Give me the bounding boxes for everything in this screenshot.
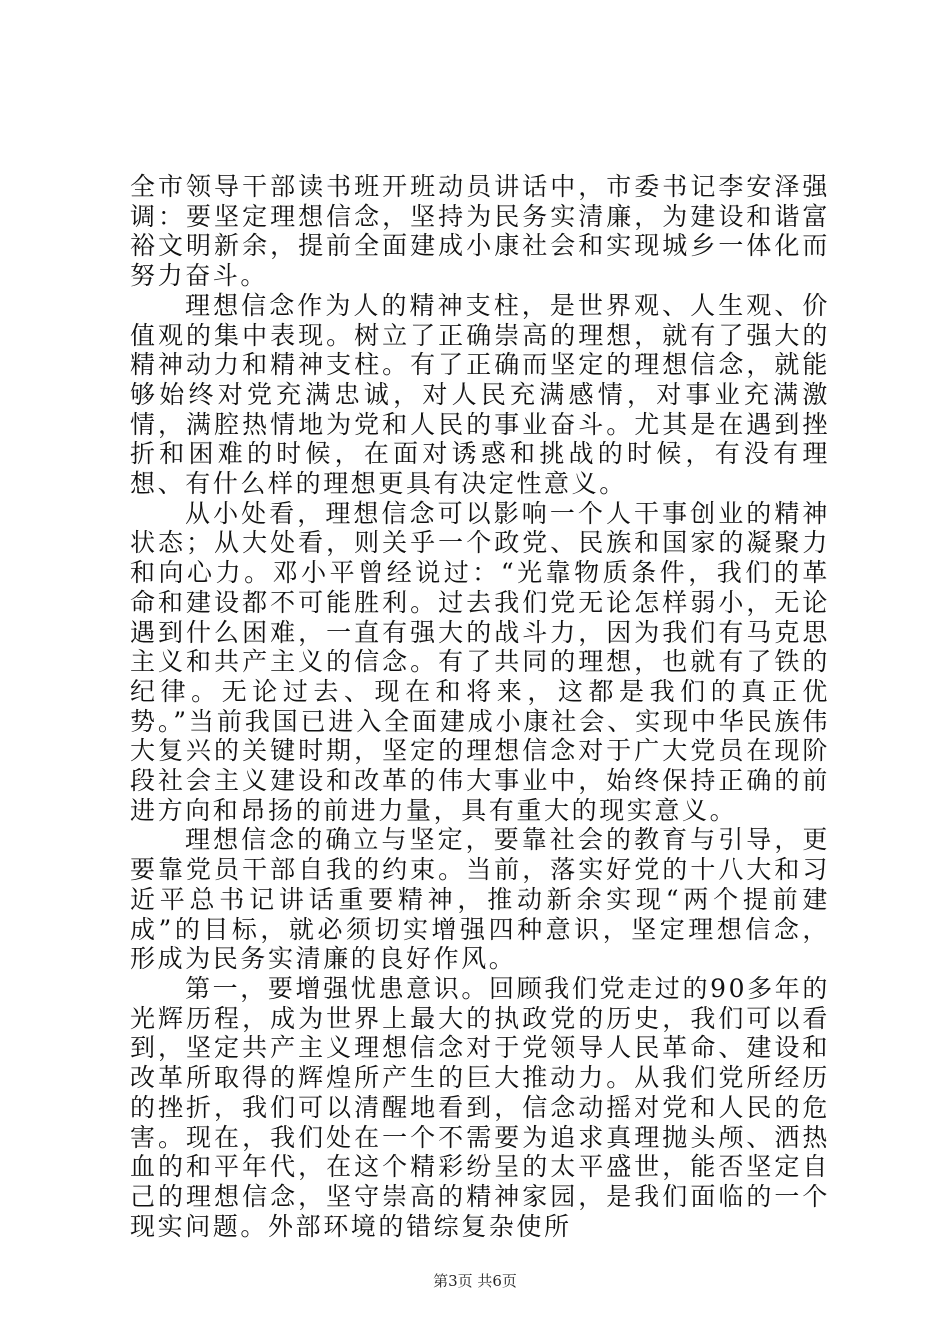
paragraph: 理想信念作为人的精神支柱，是世界观、人生观、价值观的集中表现。树立了正确崇高的理想，就有了强大的精神动力和精神支柱。有了正确而坚定的理想信念，就能够始终对党充满忠诚，对人民充满感情，对事业充满激情，满腔热情地为党和人民的事业奋斗。尤其是在遇到挫折和困难的时候，在面对诱惑和挑战的时候，有没有理想、有什么样的理想更具有决定性意义。 [130, 290, 830, 499]
paragraph-continuation: 全市领导干部读书班开班动员讲话中，市委书记李安泽强调：要坚定理想信念，坚持为民务实清廉，为建设和谐富裕文明新余，提前全面建成小康社会和实现城乡一体化而努力奋斗。 [130, 172, 830, 291]
body-text [130, 172, 830, 1241]
paragraph: 理想信念的确立与坚定，要靠社会的教育与引导，更要靠党员干部自我的约束。当前，落实好党的十八大和习近平总书记讲话重要精神，推动新余实现“两个提前建成”的目标，就必须切实增强四种意识，坚定理想信念，形成为民务实清廉的良好作风。 [130, 825, 830, 974]
paragraph: 从小处看，理想信念可以影响一个人干事创业的精神状态；从大处看，则关乎一个政党、民族和国家的凝聚力和向心力。邓小平曾经说过：“光靠物质条件，我们的革命和建设都不可能胜利。过去我们党无论怎样弱小，无论遇到什么困难，一直有强大的战斗力，因为我们有马克思主义和共产主义的信念。有了共同的理想，也就有了铁的纪律。无论过去、现在和将来，这都是我们的真正优势。”当前我国已进入全面建成小康社会、实现中华民族伟大复兴的关键时期，坚定的理想信念对于广大党员在现阶段社会主义建设和改革的伟大事业中，始终保持正确的前进方向和昂扬的前进力量，具有重大的现实意义。 [130, 498, 830, 825]
paragraph: 第一，要增强忧患意识。回顾我们党走过的90多年的光辉历程，成为世界上最大的执政党的历史，我们可以看到，坚定共产主义理想信念对于党领导人民革命、建设和改革所取得的辉煌所产生的巨大推动力。从我们党所经历的挫折，我们可以清醒地看到，信念动摇对党和人民的危害。现在，我们处在一个不需要为追求真理抛头颅、洒热血的和平年代，在这个精彩纷呈的太平盛世，能否坚定自己的理想信念，坚守崇高的精神家园，是我们面临的一个现实问题。外部环境的错综复杂使所 [130, 973, 830, 1241]
page-footer: 第3页 共6页 [433, 1272, 517, 1290]
